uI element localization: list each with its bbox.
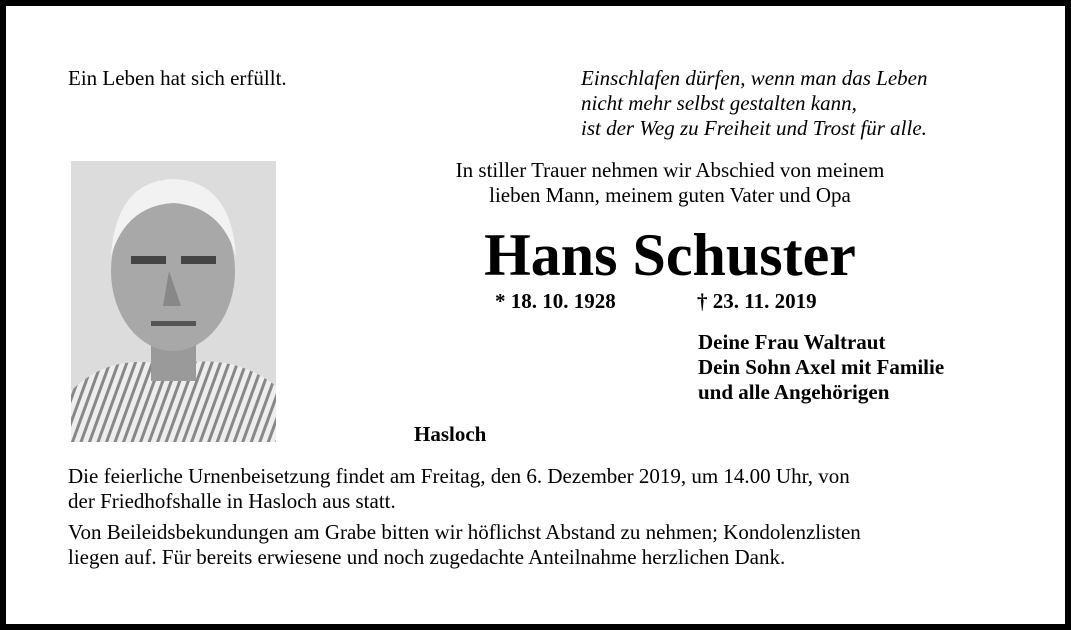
poem-line-1: Einschlafen dürfen, wenn man das Leben [581, 66, 928, 90]
birth-date: * 18. 10. 1928 [495, 289, 616, 313]
motto: Ein Leben hat sich erfüllt. [68, 66, 287, 90]
burial-text-line-2: der Friedhofshalle in Hasloch aus statt. [68, 489, 396, 513]
intro-line-2: lieben Mann, meinem guten Vater und Opa [489, 183, 851, 207]
place: Hasloch [414, 422, 487, 446]
poem-line-3: ist der Weg zu Freiheit und Trost für alle. [581, 116, 927, 140]
deceased-name: Hans Schuster [484, 222, 856, 288]
mourner-2: Dein Sohn Axel mit Familie [698, 355, 945, 379]
intro-line-1: In stiller Trauer nehmen wir Abschied von meinem [455, 158, 885, 182]
portrait-photo [71, 161, 276, 442]
thanks-text-line-1: Von Beileidsbekundungen am Grabe bitten wir höflichst Abstand zu nehmen; Kondolenzlisten [68, 520, 861, 544]
death-date: † 23. 11. 2019 [697, 289, 817, 313]
thanks-text-line-2: liegen auf. Für bereits erwiesene und noch zugedachte Anteilnahme herzlichen Dank. [68, 545, 786, 569]
burial-text-line-1: Die feierliche Urnenbeisetzung findet am Freitag, den 6. Dezember 2019, um 14.00 Uhr, von [68, 464, 850, 488]
mourner-1: Deine Frau Waltraut [698, 330, 886, 354]
mourner-3: und alle Angehörigen [698, 380, 890, 404]
poem-line-2: nicht mehr selbst gestalten kann, [581, 91, 857, 115]
